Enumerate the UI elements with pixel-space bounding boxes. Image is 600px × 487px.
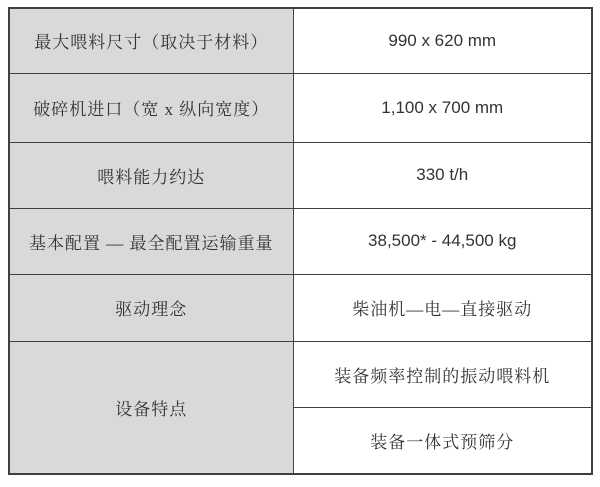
spec-table — [8, 7, 593, 475]
spec-value-equipment-feature-2: 装备一体式预筛分 — [293, 407, 592, 474]
spec-label-feed-capacity: 喂料能力约达 — [9, 142, 293, 208]
table-row — [9, 208, 592, 274]
spec-value-equipment-feature-1: 装备频率控制的振动喂料机 — [293, 341, 592, 407]
spec-value-drive-concept: 柴油机—电—直接驱动 — [293, 274, 592, 341]
spec-label-max-feed-size: 最大喂料尺寸（取决于材料） — [9, 8, 293, 73]
table-row — [9, 341, 592, 407]
spec-value-transport-weight: 38,500* - 44,500 kg — [293, 208, 592, 274]
spec-label-crusher-inlet: 破碎机进口（宽 x 纵向宽度） — [9, 73, 293, 142]
table-row — [9, 142, 592, 208]
spec-value-crusher-inlet: 1,100 x 700 mm — [293, 73, 592, 142]
spec-value-feed-capacity: 330 t/h — [293, 142, 592, 208]
spec-value-max-feed-size: 990 x 620 mm — [293, 8, 592, 73]
table-row — [9, 73, 592, 142]
table-row — [9, 8, 592, 73]
table-row — [9, 274, 592, 341]
spec-label-drive-concept: 驱动理念 — [9, 274, 293, 341]
spec-label-equipment-features: 设备特点 — [9, 341, 293, 474]
spec-label-transport-weight: 基本配置 — 最全配置运输重量 — [9, 208, 293, 274]
